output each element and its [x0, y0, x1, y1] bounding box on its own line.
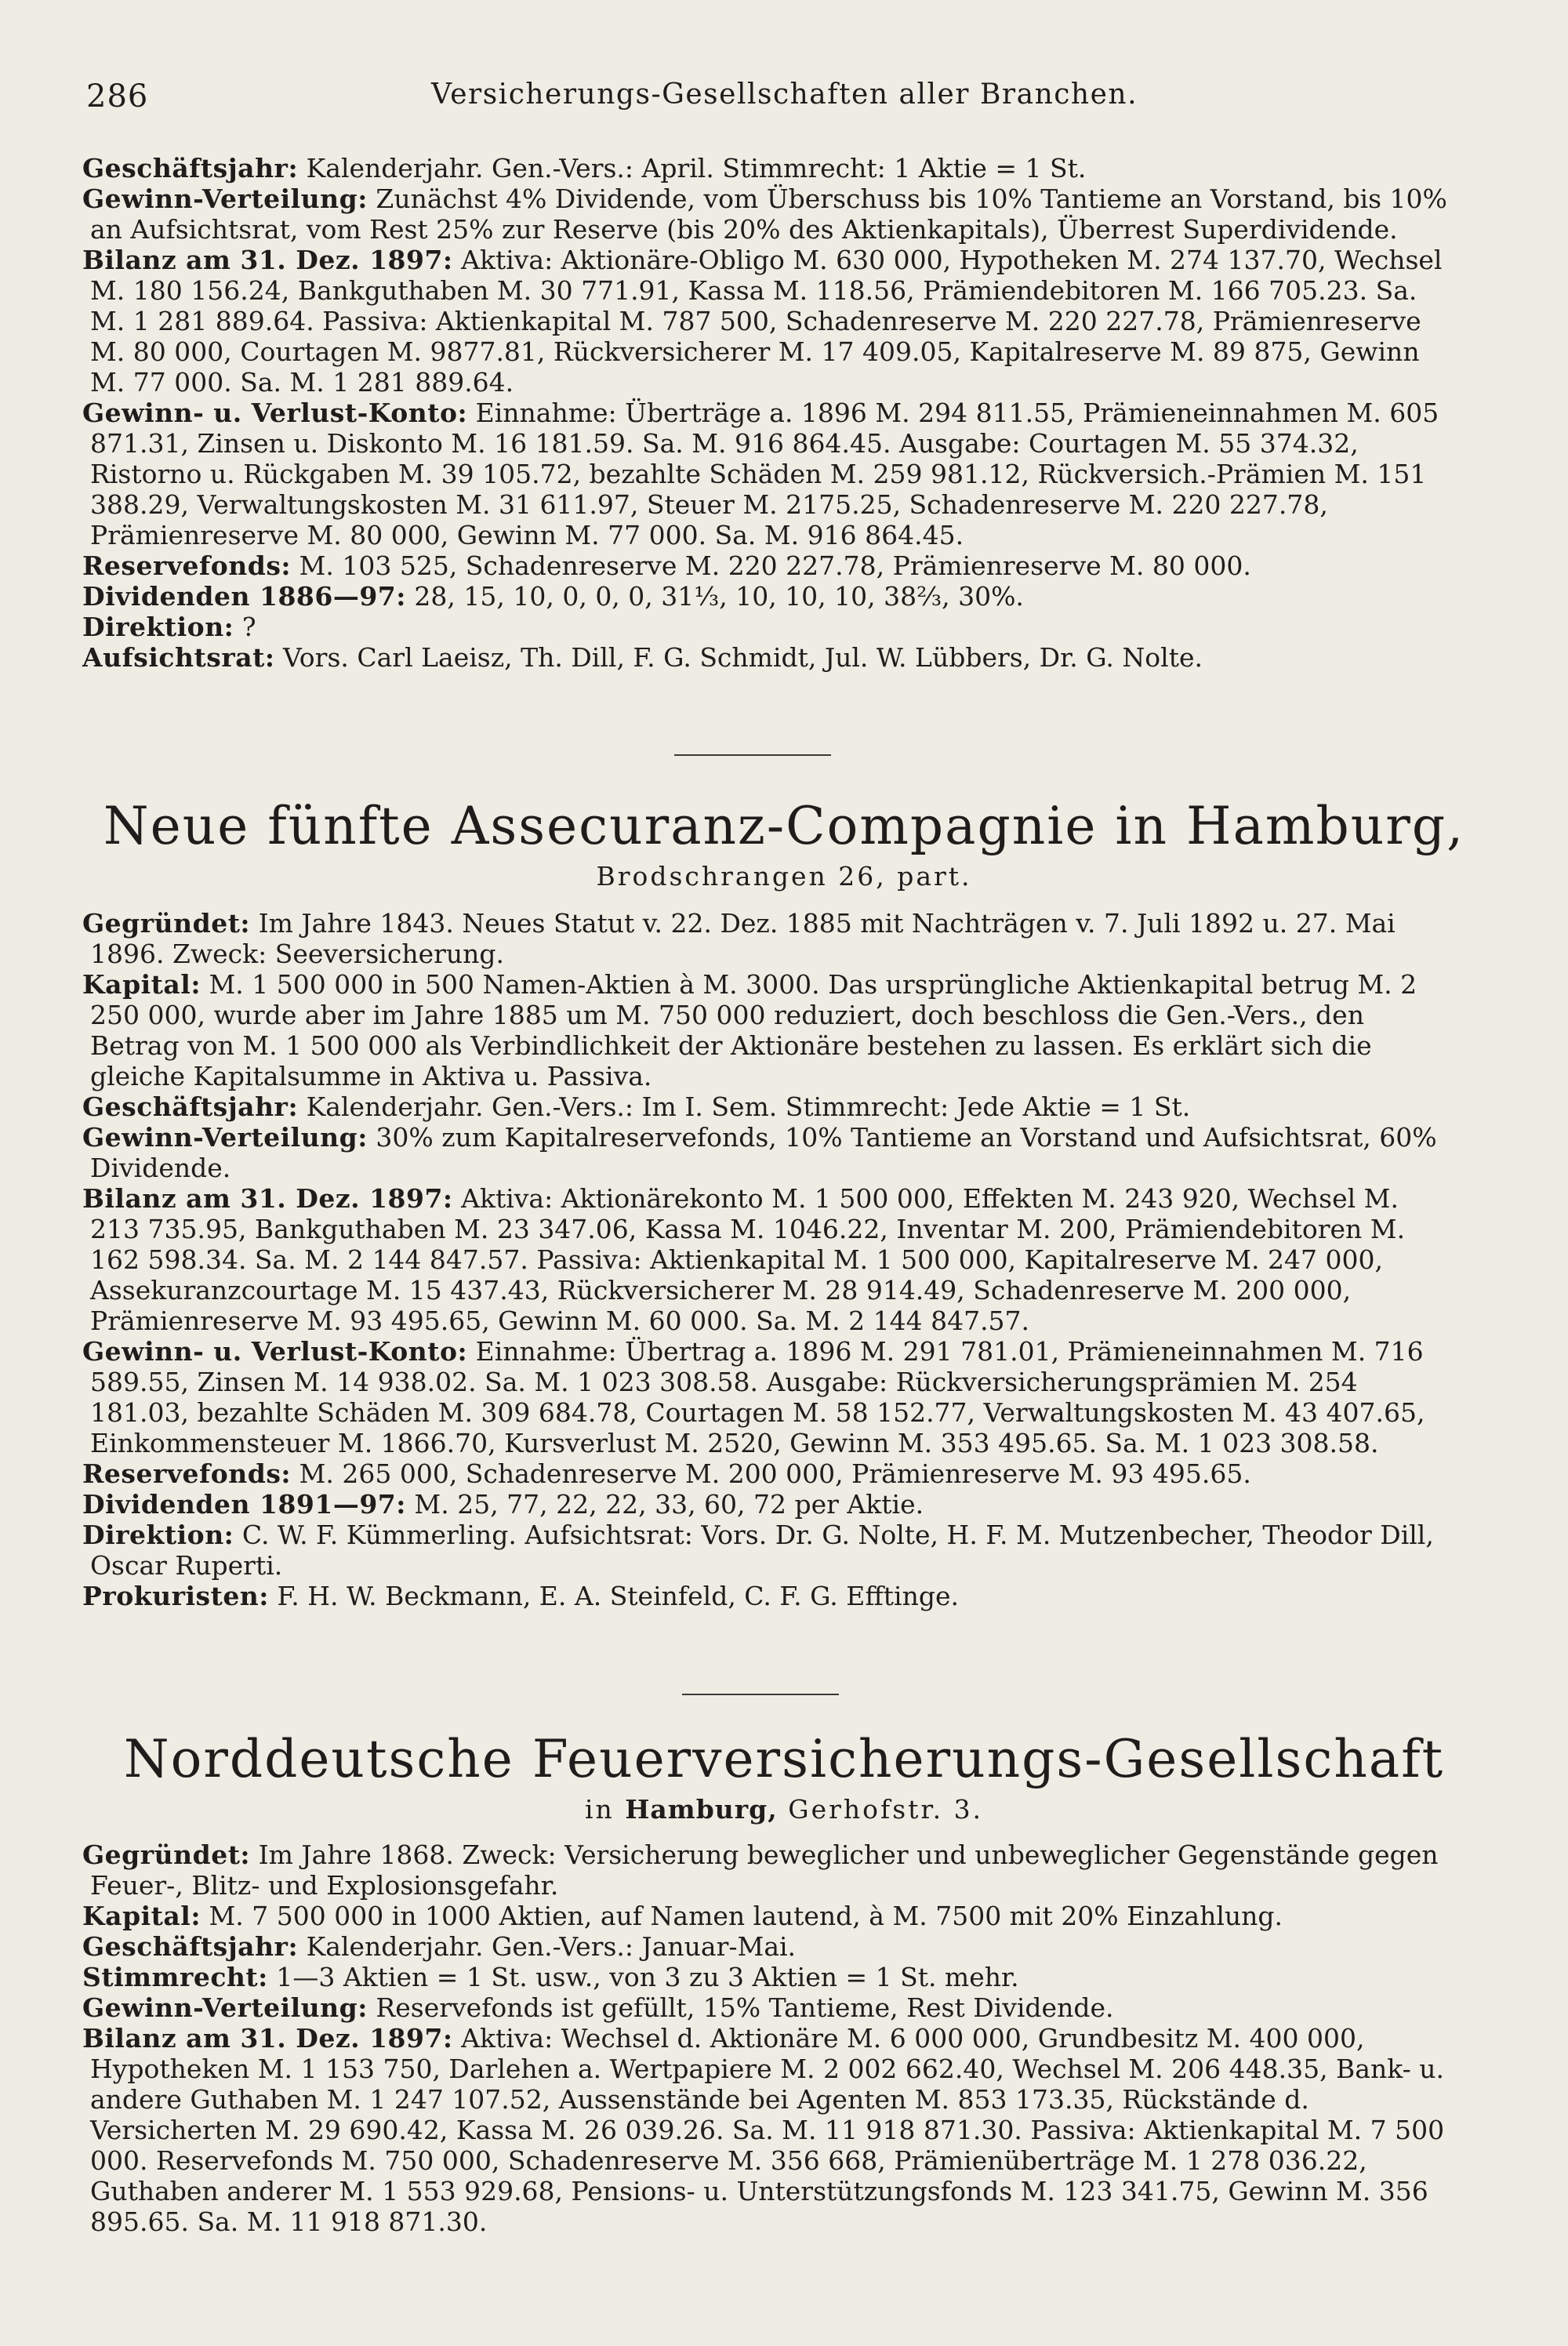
entry-text: Aktiva: Wechsel d. Aktionäre M. 6 000 000, Grundbesitz M. 400 000, Hypotheken M. 1 153 750, Darlehen a. Wertpapiere M. 2 002 662.40, Wechsel M. 206 448.35, Bank- u. andere Guthaben M. 1 247 107.52, Aussenstände bei Agenten M. 853 173.35, Rückstände d. Versicherten M. 29 690.42, Kassa M. 26 039.26. Sa. M. 11 918 871.30. Passiva: Aktienkapital M. 7 500 000. Reservefonds M. 750 000, Schadenreserve M. 356 668, Prämienüberträge M. 1 278 036.22, Guthaben anderer M. 1 553 929.68, Pensions- u. Unterstützungsfonds M. 123 341.75, Gewinn M. 356 895.65. Sa. M. 11 918 871.30. — [90, 2023, 1445, 2237]
entry-label: Bilanz am 31. Dez. 1897: — [82, 2023, 453, 2054]
entry — [82, 1458, 1450, 1489]
entry-label: Bilanz am 31. Dez. 1897: — [82, 245, 453, 275]
entry — [82, 1489, 1450, 1520]
entry — [82, 908, 1450, 969]
entry-label: Kapital: — [82, 1901, 201, 1931]
entry-text: M. 7 500 000 in 1000 Aktien, auf Namen lautend, à M. 7500 mit 20% Einzahlung. — [201, 1901, 1283, 1931]
entry-label: Dividenden 1891—97: — [82, 1489, 406, 1520]
running-title: Versicherungs-Gesellschaften aller Branchen. — [431, 78, 1138, 111]
entry-text: Im Jahre 1843. Neues Statut v. 22. Dez. 1885 mit Nachträgen v. 7. Juli 1892 u. 27. Mai 1896. Zweck: Seeversicherung. — [90, 908, 1396, 969]
entry-label: Bilanz am 31. Dez. 1897: — [82, 1183, 453, 1214]
entry-text: Zunächst 4% Dividende, vom Überschuss bis 10% Tantieme an Vorstand, bis 10% an Aufsichtsrat, vom Rest 25% zur Reserve (bis 20% des Aktienkapitals), Überrest Superdividende. — [90, 183, 1447, 245]
entry-label: Reservefonds: — [82, 550, 292, 581]
entry-text: 30% zum Kapitalreservefonds, 10% Tantieme an Vorstand und Aufsichtsrat, 60% Dividende. — [90, 1122, 1437, 1183]
entry — [82, 969, 1450, 1091]
address-street: Gerhofstr. 3. — [777, 1794, 984, 1825]
entry-text: 1—3 Aktien = 1 St. usw., von 3 zu 3 Aktien = 1 St. mehr. — [267, 1962, 1019, 1992]
entry — [82, 245, 1450, 398]
entry-text: Aktiva: Aktionärekonto M. 1 500 000, Effekten M. 243 920, Wechsel M. 213 735.95, Bankguthaben M. 23 347.06, Kassa M. 1046.22, Inventar M. 200, Prämiendebitoren M. 162 598.34. Sa. M. 2 144 847.57. Passiva: Aktienkapital M. 1 500 000, Kapitalreserve M. 247 000, Assekuranzcourtage M. 15 437.43, Rückversicherer M. 28 914.49, Schadenreserve M. 200 000, Prämienreserve M. 93 495.65, Gewinn M. 60 000. Sa. M. 2 144 847.57. — [90, 1183, 1406, 1336]
entry-label: Stimmrecht: — [82, 1962, 268, 1992]
entry-text: Einnahme: Überträge a. 1896 M. 294 811.55, Prämieneinnahmen M. 605 871.31, Zinsen u. Diskonto M. 16 181.59. Sa. M. 916 864.45. Ausgabe: Courtagen M. 55 374.32, Ristorno u. Rückgaben M. 39 105.72, bezahlte Schäden M. 259 981.12, Rückversich.-Prämien M. 151 388.29, Verwaltungskosten M. 31 611.97, Steuer M. 2175.25, Schadenreserve M. 220 227.78, Prämienreserve M. 80 000, Gewinn M. 77 000. Sa. M. 916 864.45. — [90, 398, 1439, 550]
entry-label: Geschäftsjahr: — [82, 153, 299, 183]
entry-label: Gewinn- u. Verlust-Konto: — [82, 1336, 468, 1367]
entry-text: Reservefonds ist gefüllt, 15% Tantieme, Rest Dividende. — [367, 1992, 1114, 2023]
company-address — [86, 1794, 1482, 1825]
entry-text: 28, 15, 10, 0, 0, 0, 31⅓, 10, 10, 10, 38⅔, 30%. — [405, 581, 1024, 612]
entry — [82, 1336, 1450, 1458]
entry — [82, 1962, 1450, 1992]
entry-text: Im Jahre 1868. Zweck: Versicherung beweglicher und unbeweglicher Gegenstände gegen Feuer-, Blitz- und Explosionsgefahr. — [90, 1839, 1439, 1901]
entry — [82, 1931, 1450, 1962]
entry-text: ? — [234, 612, 256, 642]
company-address: Brodschrangen 26, part. — [596, 861, 972, 892]
section-norddeutsche — [82, 1839, 1450, 2237]
section-divider — [682, 1694, 839, 1695]
entry-text: Aktiva: Aktionäre-Obligo M. 630 000, Hypotheken M. 274 137.70, Wechsel M. 180 156.24, Bankguthaben M. 30 771.91, Kassa M. 118.56, Prämiendebitoren M. 166 705.23. Sa. M. 1 281 889.64. Passiva: Aktienkapital M. 787 500, Schadenreserve M. 220 227.78, Prämienreserve M. 80 000, Courtagen M. 9877.81, Rückversicherer M. 17 409.05, Kapitalreserve M. 89 875, Gewinn M. 77 000. Sa. M. 1 281 889.64. — [90, 245, 1443, 398]
section-previous-company — [82, 153, 1450, 673]
entry-text: Kalenderjahr. Gen.-Vers.: Januar-Mai. — [298, 1931, 797, 1962]
address-prefix: in — [584, 1794, 626, 1825]
company-title: Neue fünfte Assecuranz-Compagnie in Hamburg, — [103, 796, 1465, 856]
entry — [82, 153, 1450, 183]
address-city: Hamburg, — [625, 1794, 778, 1825]
entry-text: C. W. F. Kümmerling. Aufsichtsrat: Vors. Dr. G. Nolte, H. F. M. Mutzenbecher, Theodor Dill, Oscar Ruperti. — [90, 1520, 1434, 1581]
entry-text: Einnahme: Übertrag a. 1896 M. 291 781.01, Prämieneinnahmen M. 716 589.55, Zinsen M. 14 938.02. Sa. M. 1 023 308.58. Ausgabe: Rückversicherungsprämien M. 254 181.03, bezahlte Schäden M. 309 684.78, Courtagen M. 58 152.77, Verwaltungskosten M. 43 407.65, Einkommensteuer M. 1866.70, Kursverlust M. 2520, Gewinn M. 353 495.65. Sa. M. 1 023 308.58. — [90, 1336, 1425, 1458]
entry — [82, 612, 1450, 642]
entry-text: M. 103 525, Schadenreserve M. 220 227.78, Prämienreserve M. 80 000. — [291, 550, 1251, 581]
entry-label: Kapital: — [82, 969, 201, 1000]
entry-label: Gegründet: — [82, 908, 251, 939]
entry-label: Aufsichtsrat: — [82, 642, 275, 673]
company-title: Norddeutsche Feuerversicherungs-Gesellschaft — [123, 1729, 1445, 1789]
entry — [82, 1901, 1450, 1931]
entry-text: Kalenderjahr. Gen.-Vers.: Im I. Sem. Stimmrecht: Jede Aktie = 1 St. — [298, 1091, 1191, 1122]
section-neue-fuenfte — [82, 908, 1450, 1611]
entry-label: Direktion: — [82, 1520, 234, 1550]
entry — [82, 1183, 1450, 1336]
entry — [82, 581, 1450, 612]
entry — [82, 550, 1450, 581]
entry-label: Gewinn- u. Verlust-Konto: — [82, 398, 468, 428]
entry — [82, 1520, 1450, 1581]
entry-text: F. H. W. Beckmann, E. A. Steinfeld, C. F. G. Efftinge. — [268, 1581, 959, 1611]
entry-text: M. 265 000, Schadenreserve M. 200 000, Prämienreserve M. 93 495.65. — [291, 1458, 1251, 1489]
entry-label: Dividenden 1886—97: — [82, 581, 406, 612]
page-number: 286 — [86, 78, 149, 114]
entry-label: Gewinn-Verteilung: — [82, 183, 368, 214]
entry — [82, 1839, 1450, 1901]
entry-text: M. 25, 77, 22, 22, 33, 60, 72 per Aktie. — [405, 1489, 924, 1520]
entry — [82, 1122, 1450, 1183]
entry-label: Reservefonds: — [82, 1458, 292, 1489]
entry — [82, 398, 1450, 550]
entry-label: Geschäftsjahr: — [82, 1091, 299, 1122]
entry-label: Gegründet: — [82, 1839, 251, 1870]
entry-label: Direktion: — [82, 612, 234, 642]
entry-label: Gewinn-Verteilung: — [82, 1122, 368, 1153]
entry-label: Gewinn-Verteilung: — [82, 1992, 368, 2023]
entry-label: Prokuristen: — [82, 1581, 269, 1611]
section-divider — [674, 754, 831, 756]
entry — [82, 183, 1450, 245]
entry — [82, 642, 1450, 673]
entry — [82, 1581, 1450, 1611]
entry — [82, 2023, 1450, 2237]
entry — [82, 1992, 1450, 2023]
entry-text: Vors. Carl Laeisz, Th. Dill, F. G. Schmidt, Jul. W. Lübbers, Dr. G. Nolte. — [274, 642, 1203, 673]
entry-text: M. 1 500 000 in 500 Namen-Aktien à M. 3000. Das ursprüngliche Aktienkapital betrug M. 2 250 000, wurde aber im Jahre 1885 um M. 750 000 reduziert, doch beschloss die Gen.-Vers., den Betrag von M. 1 500 000 als Verbindlichkeit der Aktionäre bestehen zu lassen. Es erklärt sich die gleiche Kapitalsumme in Aktiva u. Passiva. — [90, 969, 1417, 1091]
entry-label: Geschäftsjahr: — [82, 1931, 299, 1962]
entry-text: Kalenderjahr. Gen.-Vers.: April. Stimmrecht: 1 Aktie = 1 St. — [298, 153, 1087, 183]
entry — [82, 1091, 1450, 1122]
